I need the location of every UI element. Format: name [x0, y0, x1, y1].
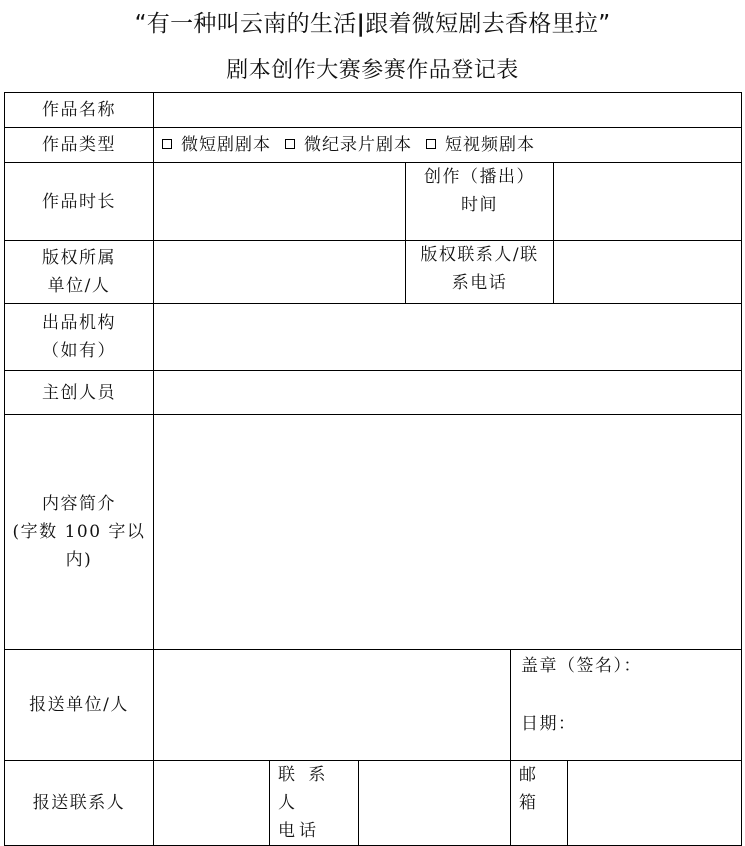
contact-phone-field[interactable]: [359, 761, 511, 846]
creation-time-label: 创作（播出） 时间: [406, 163, 554, 241]
email-label: 邮 箱: [511, 761, 568, 846]
copyright-contact-field[interactable]: [554, 241, 742, 304]
duration-field[interactable]: [154, 163, 406, 241]
registration-table: [4, 92, 742, 846]
producer-field[interactable]: [154, 304, 742, 371]
checkbox-icon[interactable]: [285, 139, 295, 149]
creators-field[interactable]: [154, 371, 742, 415]
work-type-options: [154, 128, 742, 163]
seal-signature-cell[interactable]: [511, 650, 742, 761]
type-option-micro-documentary[interactable]: 微纪录片剧本: [285, 135, 412, 155]
email-field[interactable]: [568, 761, 742, 846]
submitter-field[interactable]: [154, 650, 511, 761]
duration-label: 作品时长: [5, 163, 154, 241]
date-label: 日期：: [521, 714, 577, 734]
title-part2: 跟着微短剧去香格里拉”: [365, 11, 611, 37]
creation-time-field[interactable]: [554, 163, 742, 241]
summary-field[interactable]: [154, 415, 742, 650]
checkbox-icon[interactable]: [426, 139, 436, 149]
title-part1: “有一种叫云南的生活: [134, 11, 357, 37]
submitter-label: 报送单位/人: [5, 650, 154, 761]
contact-field[interactable]: [154, 761, 270, 846]
title-separator: |: [356, 11, 366, 37]
contact-label: 报送联系人: [5, 761, 154, 846]
checkbox-icon[interactable]: [162, 139, 172, 149]
copyright-contact-label: 版权联系人/联 系电话: [406, 241, 554, 304]
work-type-label: 作品类型: [5, 128, 154, 163]
seal-label: 盖章（签名）：: [521, 656, 642, 676]
copyright-owner-field[interactable]: [154, 241, 406, 304]
copyright-owner-label: 版权所属 单位/人: [5, 241, 154, 304]
type-option-micro-drama[interactable]: 微短剧剧本: [162, 135, 271, 155]
summary-label: 内容简介 (字数 100 字以 内): [5, 415, 154, 650]
type-option-short-video[interactable]: 短视频剧本: [426, 135, 535, 155]
form-subtitle: 剧本创作大赛参赛作品登记表: [226, 58, 519, 83]
creators-label: 主创人员: [5, 371, 154, 415]
work-name-label: 作品名称: [5, 93, 154, 128]
contact-phone-label: 联 系 人 电话: [270, 761, 359, 846]
form-title: [0, 4, 745, 44]
work-name-field[interactable]: [154, 93, 742, 128]
producer-label: 出品机构 （如有）: [5, 304, 154, 371]
